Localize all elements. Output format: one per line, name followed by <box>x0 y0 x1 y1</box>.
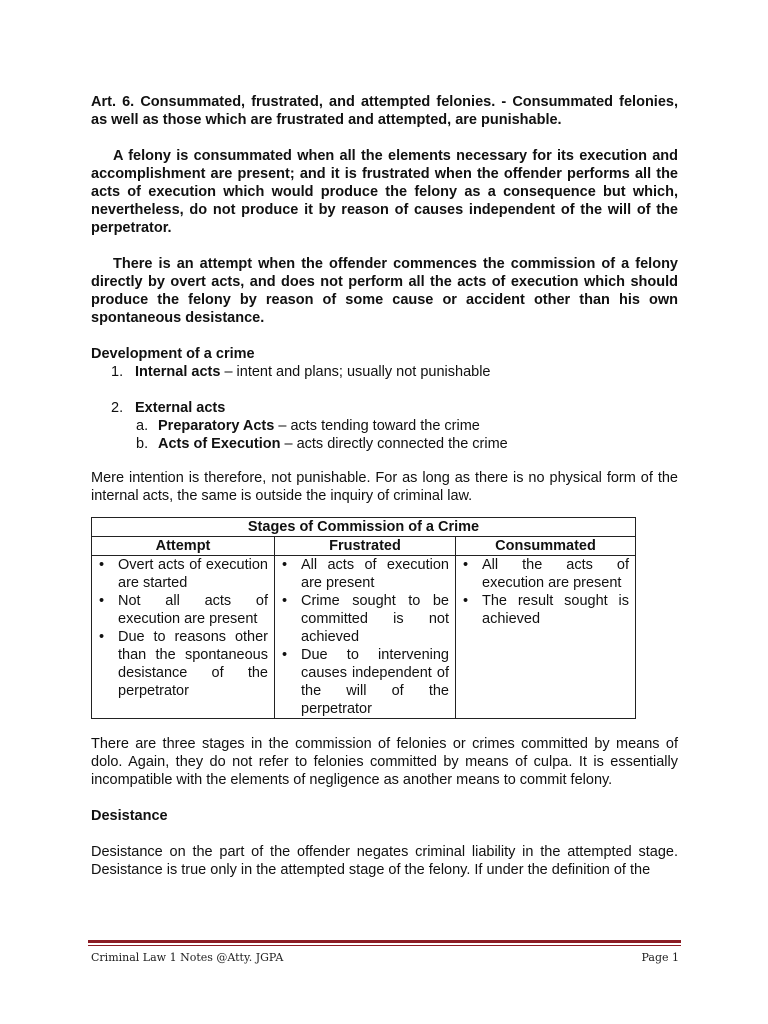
footer-rule-thick <box>88 940 681 943</box>
mere-intention-paragraph: Mere intention is therefore, not punishable. For as long as there is no physical form of the internal acts, the same is outside the inquiry of criminal law. <box>91 470 678 504</box>
table-cell-frustrated <box>275 556 456 719</box>
list-item-internal-acts <box>91 363 678 381</box>
development-list <box>91 363 678 453</box>
sub-item-acts-of-execution <box>91 435 678 453</box>
desistance-heading: Desistance <box>91 808 168 824</box>
sub-item-preparatory-acts <box>91 417 678 435</box>
table-title: Stages of Commission of a Crime <box>92 518 636 537</box>
desistance-paragraph: Desistance on the part of the offender negates criminal liability in the attempted stage. Desistance is true only in the attempted stage of the felony. If under the definition of the <box>91 844 678 878</box>
list-item: • Crime sought to be committed is not achieved <box>275 592 455 646</box>
footer-rule-thin <box>88 945 681 946</box>
footer-title: Criminal Law 1 Notes @Atty. JGPA <box>91 951 284 964</box>
list-item: • All acts of execution are present <box>275 556 455 592</box>
list-description: – intent and plans; usually not punishable <box>220 364 491 380</box>
table-header-attempt: Attempt <box>92 537 275 556</box>
table-cell-attempt <box>92 556 275 719</box>
list-number: 2. <box>111 400 124 416</box>
article-heading: Art. 6. Consummated, frustrated, and attempted felonies. - Consummated felonies, as well as those which are frustrated and attempted, are punishable. <box>91 94 678 128</box>
page-number: Page 1 <box>641 951 679 964</box>
list-item: • Due to intervening causes independent of the will of the perpetrator <box>275 646 455 718</box>
list-item: • Due to reasons other than the spontaneous desistance of the perpetrator <box>92 628 274 700</box>
table-header-consummated: Consummated <box>456 537 636 556</box>
list-term: Preparatory Acts <box>158 418 275 434</box>
article-paragraph-consummated: A felony is consummated when all the elements necessary for its execution and accomplishment are present; and it is frustrated when the offender performs all the acts of execution which would produce the felony as a consequence but which, nevertheless, do not produce it by reason of causes independent of the will of the perpetrator. <box>91 148 678 236</box>
list-description: – acts directly connected the crime <box>280 436 508 452</box>
list-item-external-acts <box>91 399 678 417</box>
list-number: 1. <box>111 364 124 380</box>
article-paragraph-attempt: There is an attempt when the offender commences the commission of a felony directly by overt acts, and does not perform all the acts of execution which should produce the felony by reason of some cause or accident other than his own spontaneous desistance. <box>91 256 678 326</box>
three-stages-paragraph: There are three stages in the commission of felonies or crimes committed by means of dolo. Again, they do not refer to felonies committed by means of culpa. It is essentially incompatible with the elements of negligence as another means to commit felony. <box>91 736 678 788</box>
list-item: • Overt acts of execution are started <box>92 556 274 592</box>
list-term: Internal acts <box>135 364 221 380</box>
stages-table <box>91 517 636 719</box>
document-body <box>91 93 678 879</box>
list-term: Acts of Execution <box>158 436 281 452</box>
list-item: • All the acts of execution are present <box>456 556 635 592</box>
table-header-frustrated: Frustrated <box>275 537 456 556</box>
list-letter: a. <box>136 418 149 434</box>
list-item: • The result sought is achieved <box>456 592 635 628</box>
development-heading: Development of a crime <box>91 346 255 362</box>
list-letter: b. <box>136 436 149 452</box>
table-cell-consummated <box>456 556 636 719</box>
list-description: – acts tending toward the crime <box>274 418 480 434</box>
list-term: External acts <box>135 400 226 416</box>
list-item: • Not all acts of execution are present <box>92 592 274 628</box>
